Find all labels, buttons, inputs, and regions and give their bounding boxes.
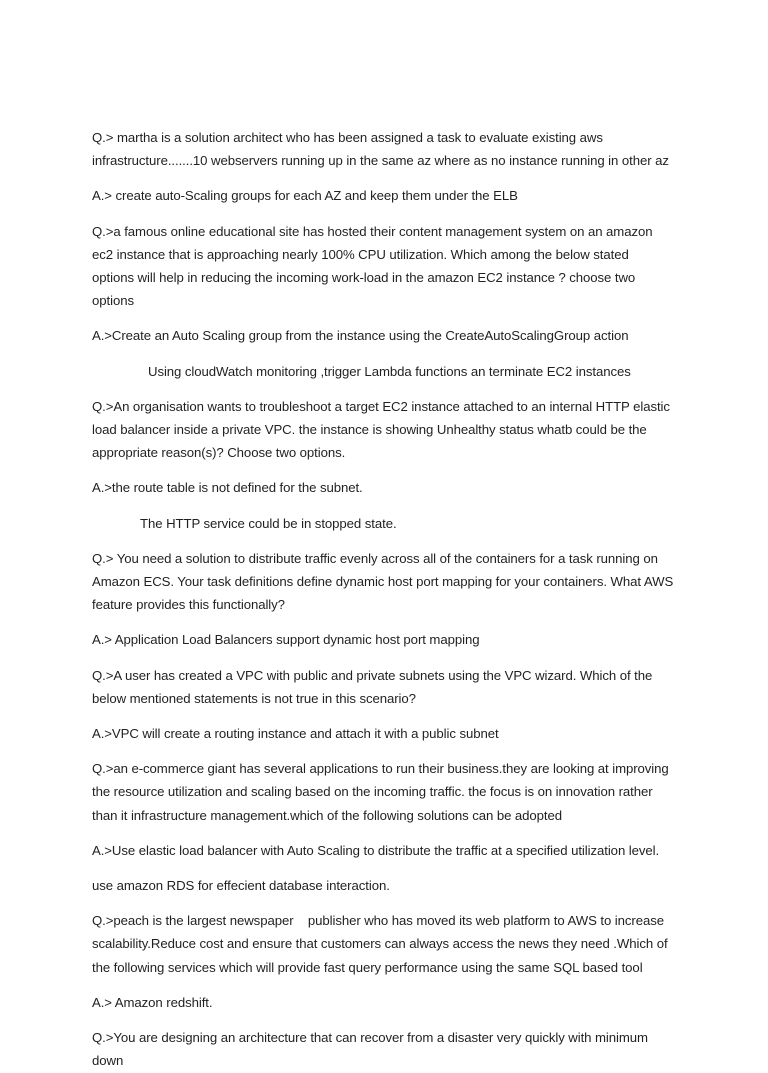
paragraph-question-q1: Q.> martha is a solution architect who has been assigned a task to evaluate existing aws infrastructure.......10 webservers running up in the same az where as no instance running in other az [92, 130, 669, 169]
paragraph-answer-continuation-a2b: Using cloudWatch monitoring ,trigger Lambda functions an terminate EC2 instances [148, 363, 631, 379]
paragraph-question-q8: Q.>You are designing an architecture that can recover from a disaster very quickly with minimum down [92, 1030, 652, 1069]
paragraph-answer-continuation-a6b: use amazon RDS for effecient database interaction. [92, 878, 390, 894]
paragraph-answer-a1: A.> create auto-Scaling groups for each AZ and keep them under the ELB [92, 188, 518, 204]
paragraph-question-q5: Q.>A user has created a VPC with public and private subnets using the VPC wizard. Which of the below mentioned statements is not true in this scenario? [92, 667, 656, 706]
paragraph-question-q4: Q.> You need a solution to distribute traffic evenly across all of the containers for a task running on Amazon ECS. Your task definitions define dynamic host port mapping for your containers. What AWS feature provides this functionally? [92, 550, 677, 613]
paragraph-answer-a5: A.>VPC will create a routing instance and attach it with a public subnet [92, 726, 499, 742]
paragraph-answer-a4: A.> Application Load Balancers support dynamic host port mapping [92, 632, 480, 648]
paragraph-question-q3: Q.>An organisation wants to troubleshoot a target EC2 instance attached to an internal HTTP elastic load balancer inside a private VPC. the instance is showing Unhealthy status whatb could be the appropriate reason(s)? Choose two options. [92, 398, 674, 461]
paragraph-answer-continuation-a3b: The HTTP service could be in stopped state. [140, 515, 397, 531]
paragraph-answer-a3: A.>the route table is not defined for the subnet. [92, 480, 363, 496]
paragraph-answer-a2: A.>Create an Auto Scaling group from the instance using the CreateAutoScalingGroup action [92, 328, 629, 344]
paragraph-question-q6: Q.>an e-commerce giant has several applications to run their business.they are looking at improving the resource utilization and scaling based on the incoming traffic. the focus is on innovation rather than it infrastructure management.which of the following solutions can be adopted [92, 761, 673, 823]
paragraph-question-q7: Q.>peach is the largest newspaper publisher who has moved its web platform to AWS to increase scalability.Reduce cost and ensure that customers can always access the news they need .Which of the following services which will provide fast query performance using the same SQL based tool [92, 913, 672, 975]
paragraph-question-q2: Q.>a famous online educational site has hosted their content management system on an amazon ec2 instance that is approaching nearly 100% CPU utilization. Which among the below stated options will help in reducing the incoming work-load in the amazon EC2 instance ? choose two options [92, 223, 657, 309]
document-text-body [92, 126, 677, 1073]
paragraph-answer-a7: A.> Amazon redshift. [92, 994, 213, 1010]
paragraph-answer-a6: A.>Use elastic load balancer with Auto Scaling to distribute the traffic at a specified utilization level. [92, 842, 660, 858]
